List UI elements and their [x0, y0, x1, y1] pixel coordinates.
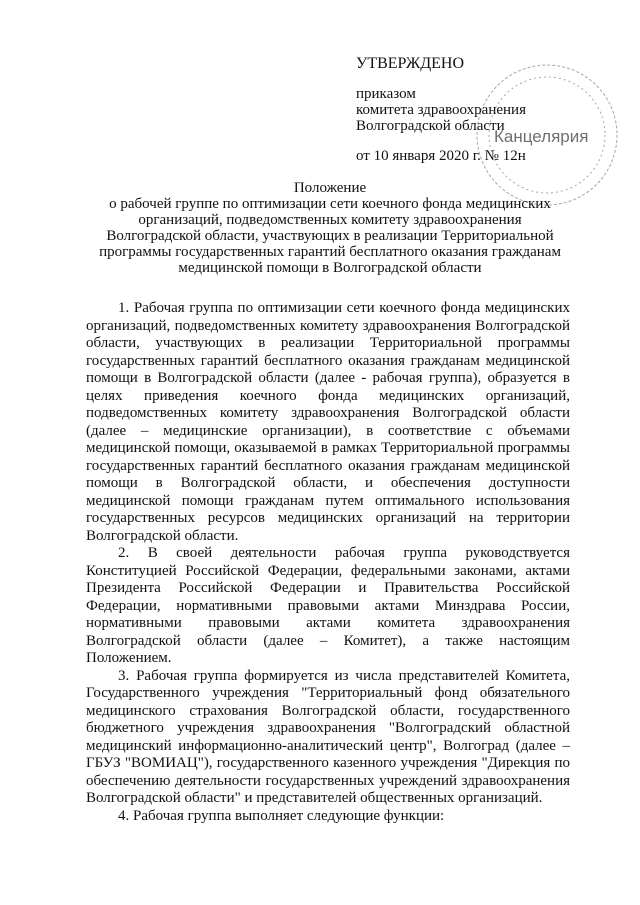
title-line: программы государственных гарантий бесплатного оказания гражданам — [99, 244, 561, 260]
paragraph: 2. В своей деятельности рабочая группа руководствуется Конституцией Российской Федерации, федеральными законами, актами Президента Российской Федерации и Правительства Российской Федерации, нормативными правовыми актами Минздрава России, нормативными правовыми актами комитета здравоохранения Волгоградской области (далее – Комитет), а также настоящим Положением. — [86, 545, 570, 666]
approval-line: Волгоградской области — [356, 118, 505, 134]
approval-line: комитета здравоохранения — [356, 102, 526, 118]
stamp-label: Канцелярия — [494, 127, 589, 146]
title-heading: Положение — [293, 180, 367, 196]
paragraph: 3. Рабочая группа формируется из числа представителей Комитета, Государственного учреждения "Территориальный фонд обязательного медицинского страхования Волгоградской области, государственного бюджетного учреждения здравоохранения "Волгоградский областной медицинский информационно-аналитический центр", Волгоград (далее – ГБУЗ "ВОМИАЦ"), государственного казенного учреждения "Дирекция по обеспечению деятельности государственных учреждений здравоохранения Волгоградской области" и представителей общественных организаций. — [86, 667, 570, 806]
approval-line: приказом — [356, 86, 416, 102]
document-body — [86, 300, 570, 825]
title-line: организаций, подведомственных комитету здравоохранения — [138, 212, 522, 228]
paragraph: 1. Рабочая группа по оптимизации сети коечного фонда медицинских организаций, подведомственных комитету здравоохранения Волгоградской области, участвующих в реализации Территориальной программы государственных гарантий бесплатного оказания гражданам медицинской помощи в Волгоградской области (далее - рабочая группа), образуется в целях приведения коечного фонда медицинских организаций, подведомственных комитету здравоохранения Волгоградской области (далее – медицинские организации), в соответствие с объемами медицинской помощи, оказываемой в рамках Территориальной программы государственных гарантий бесплатного оказания гражданам медицинской помощи в Волгоградской области, и обеспечения доступности медицинской помощи гражданам путем оптимального использования государственных ресурсов медицинских организаций на территории Волгоградской области. — [86, 300, 570, 544]
title-line: медицинской помощи в Волгоградской области — [178, 260, 482, 276]
title-line: Волгоградской области, участвующих в реализации Территориальной — [106, 228, 554, 244]
document-title — [70, 180, 590, 276]
approval-date: от 10 января 2020 г. № 12н — [356, 148, 526, 164]
paragraph: 4. Рабочая группа выполняет следующие функции: — [118, 807, 445, 824]
approval-heading: УТВЕРЖДЕНО — [356, 55, 465, 72]
title-line: о рабочей группе по оптимизации сети коечного фонда медицинских — [109, 196, 551, 212]
